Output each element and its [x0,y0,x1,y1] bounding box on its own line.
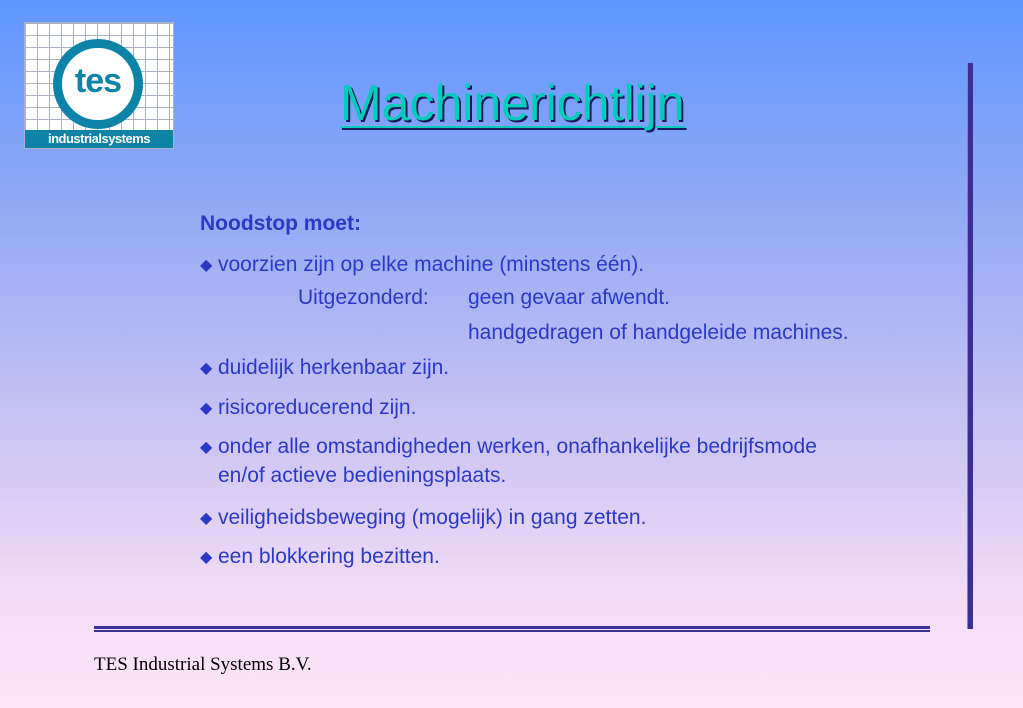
logo-circle [53,39,143,129]
exception-label: Uitgezonderd: [298,286,429,309]
list-item-text: onder alle omstandigheden werken, onafhankelijke bedrijfsmode [218,435,817,458]
exception-text: geen gevaar afwendt. [468,286,670,309]
diamond-icon: ◆ [200,360,213,377]
footer-company: TES Industrial Systems B.V. [94,654,312,675]
list-item-text: voorzien zijn op elke machine (minstens één). [218,253,645,276]
footer-rule [94,626,930,632]
exception-text: handgedragen of handgeleide machines. [468,321,849,344]
diamond-icon: ◆ [200,400,213,417]
vertical-rule [967,63,973,629]
list-item [200,432,817,462]
list-item [200,393,416,423]
list-item-text: duidelijk herkenbaar zijn. [218,356,450,379]
list-item-text: een blokkering bezitten. [218,545,440,568]
content-heading: Noodstop moet: [200,212,361,235]
logo-band: industrialsystems [25,130,173,148]
diamond-icon: ◆ [200,510,213,527]
diamond-icon: ◆ [200,549,213,566]
logo-mark: tes [74,61,122,100]
slide-title: Machinerichtlijn [340,75,685,131]
list-item-continuation: en/of actieve bedieningsplaats. [218,464,507,487]
list-item [200,353,449,383]
diamond-icon: ◆ [200,439,213,456]
list-item [200,542,440,572]
company-logo [24,22,174,149]
list-item [200,250,644,280]
diamond-icon: ◆ [200,257,213,274]
list-item-text: veiligheidsbeweging (mogelijk) in gang zetten. [218,506,647,529]
list-item-text: risicoreducerend zijn. [218,396,417,419]
list-item [200,503,646,533]
